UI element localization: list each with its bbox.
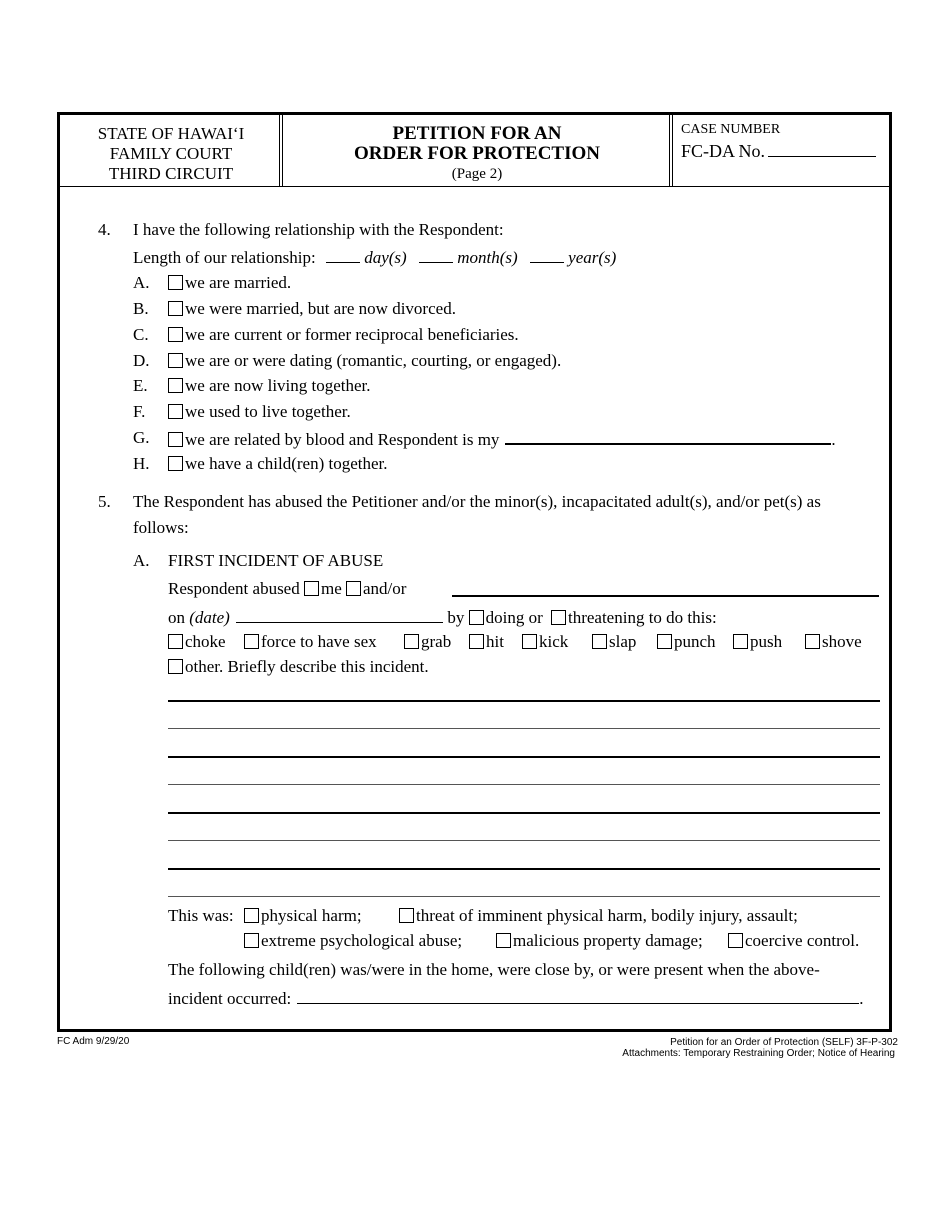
checkbox[interactable]: [733, 634, 748, 649]
checkbox[interactable]: [168, 404, 183, 419]
description-line[interactable]: [168, 728, 880, 729]
doing-label: doing or: [485, 608, 543, 627]
option-used-to-live: [168, 402, 351, 422]
relationship-length-row: [133, 247, 616, 268]
this-was-label: This was:: [168, 906, 234, 925]
harm-label: threat of imminent physical harm, bodily injury, assault;: [416, 906, 798, 925]
form-code: FC Adm 9/29/20: [57, 1036, 130, 1047]
abused-label: Respondent abused: [168, 579, 300, 598]
option-letter: C.: [133, 325, 149, 344]
length-label: Length of our relationship:: [133, 248, 316, 267]
checkbox[interactable]: [168, 378, 183, 393]
option-letter: G.: [133, 428, 150, 447]
checkbox[interactable]: [168, 659, 183, 674]
form-title-1: PETITION FOR AN: [392, 123, 562, 144]
months-field[interactable]: [419, 247, 453, 263]
description-line[interactable]: [168, 812, 880, 814]
option-label: we used to live together.: [185, 402, 351, 421]
option-divorced: [168, 299, 456, 319]
checkbox[interactable]: [168, 432, 183, 447]
checkbox[interactable]: [805, 634, 820, 649]
option-beneficiaries: [168, 325, 519, 345]
section-5-line2: follows:: [133, 518, 189, 537]
option-label: we are now living together.: [185, 376, 371, 395]
children-line1: The following child(ren) was/were in the home, were close by, or were present when the above-: [168, 960, 820, 979]
act-grab: [404, 632, 451, 652]
children-field[interactable]: [297, 988, 859, 1004]
act-label: slap: [609, 632, 637, 651]
harm-threat: [399, 906, 798, 926]
date-label: (date): [189, 608, 230, 627]
court-circuit: THIRD CIRCUIT: [108, 164, 234, 183]
act-other: [168, 657, 429, 677]
form-title-footer: Petition for an Order of Protection (SELF) 3F-P-302: [670, 1037, 898, 1048]
form-title-2: ORDER FOR PROTECTION: [354, 143, 600, 164]
harm-label: extreme psychological abuse;: [261, 931, 463, 950]
harm-label: malicious property damage;: [513, 931, 703, 950]
page-label: (Page 2): [451, 166, 503, 182]
act-label: grab: [421, 632, 452, 651]
section-5-number: 5.: [98, 492, 111, 511]
option-letter: D.: [133, 351, 150, 370]
description-line[interactable]: [168, 840, 880, 841]
checkbox[interactable]: [592, 634, 607, 649]
case-block: [672, 115, 892, 186]
act-label: choke: [185, 632, 226, 651]
description-line[interactable]: [168, 700, 880, 702]
checkbox[interactable]: [168, 301, 183, 316]
harm-property: [496, 931, 703, 951]
option-dating: [168, 351, 561, 371]
act-label: hit: [486, 632, 504, 651]
act-punch: [657, 632, 716, 652]
days-unit: day(s): [364, 248, 407, 267]
checkbox[interactable]: [728, 933, 743, 948]
threatening-checkbox[interactable]: [551, 610, 566, 625]
section-5-line1: The Respondent has abused the Petitioner and/or the minor(s), incapacitated adult(s), and/or pet(s) as: [133, 492, 821, 511]
on-label: on: [168, 608, 185, 627]
harm-label: coercive control.: [745, 931, 860, 950]
option-label: we are or were dating (romantic, courting, or engaged).: [185, 351, 562, 370]
years-unit: year(s): [568, 248, 617, 267]
harm-label: physical harm;: [261, 906, 362, 925]
attachments-footer: Attachments: Temporary Restraining Order; Notice of Hearing: [622, 1048, 895, 1059]
act-shove: [805, 632, 862, 652]
and-or-checkbox[interactable]: [346, 581, 361, 596]
act-hit: [469, 632, 504, 652]
option-label: we are related by blood and Respondent is my: [185, 430, 500, 449]
checkbox[interactable]: [168, 353, 183, 368]
harm-physical: [244, 906, 362, 926]
checkbox[interactable]: [496, 933, 511, 948]
abused-row: [168, 579, 406, 599]
checkbox[interactable]: [657, 634, 672, 649]
act-slap: [592, 632, 636, 652]
months-unit: month(s): [457, 248, 518, 267]
checkbox[interactable]: [522, 634, 537, 649]
and-or-label: and/or: [363, 579, 407, 598]
description-line[interactable]: [168, 784, 880, 785]
children-line2: incident occurred: .: [168, 989, 864, 1008]
harm-coercive: [728, 931, 859, 951]
act-choke: [168, 632, 226, 652]
checkbox[interactable]: [168, 634, 183, 649]
abused-others-field[interactable]: [452, 595, 879, 597]
act-label: shove: [822, 632, 862, 651]
act-label: other. Briefly describe this incident.: [185, 657, 429, 676]
years-field[interactable]: [530, 247, 564, 263]
checkbox[interactable]: [168, 275, 183, 290]
description-line[interactable]: [168, 868, 880, 870]
option-letter: F.: [133, 402, 146, 421]
option-letter: H.: [133, 454, 150, 473]
act-label: kick: [539, 632, 569, 651]
doing-checkbox[interactable]: [469, 610, 484, 625]
title-block: [282, 115, 672, 186]
court-name: FAMILY COURT: [109, 144, 233, 163]
option-child-together: [168, 454, 388, 474]
incident-heading: FIRST INCIDENT OF ABUSE: [168, 551, 384, 570]
act-label: force to have sex: [261, 632, 377, 651]
option-letter: E.: [133, 376, 148, 395]
threatening-label: threatening to do this:: [567, 608, 717, 627]
harm-psychological: [244, 931, 462, 951]
by-label: by: [447, 608, 465, 627]
court-state: STATE OF HAWAI‘I: [97, 124, 245, 143]
case-prefix: FC-DA No.: [681, 141, 766, 161]
case-number-field[interactable]: [768, 141, 876, 157]
description-line[interactable]: [168, 756, 880, 758]
option-label: we are married.: [185, 273, 292, 292]
case-number-label: CASE NUMBER: [681, 122, 781, 137]
checkbox[interactable]: [404, 634, 419, 649]
act-push: [733, 632, 782, 652]
option-letter: B.: [133, 299, 149, 318]
option-label: we are current or former reciprocal beneficiaries.: [185, 325, 519, 344]
option-letter: A.: [133, 273, 150, 292]
option-label: we have a child(ren) together.: [185, 454, 388, 473]
checkbox[interactable]: [168, 327, 183, 342]
days-field[interactable]: [326, 247, 360, 263]
me-checkbox[interactable]: [304, 581, 319, 596]
option-label: we were married, but are now divorced.: [185, 299, 456, 318]
section-4-intro: I have the following relationship with the Respondent:: [133, 220, 504, 239]
children-label: incident occurred:: [168, 989, 292, 1008]
checkbox[interactable]: [244, 908, 259, 923]
option-married: [168, 273, 291, 293]
act-label: push: [750, 632, 783, 651]
act-label: punch: [674, 632, 716, 651]
checkbox[interactable]: [168, 456, 183, 471]
description-line[interactable]: [168, 896, 880, 897]
checkbox[interactable]: [244, 634, 259, 649]
checkbox[interactable]: [469, 634, 484, 649]
date-row: [168, 607, 717, 628]
form-header: [57, 112, 892, 187]
act-kick: [522, 632, 568, 652]
checkbox[interactable]: [244, 933, 259, 948]
court-block: [60, 115, 282, 186]
option-related: we are related by blood and Respondent is my .: [168, 428, 836, 450]
section-4-number: 4.: [98, 220, 111, 239]
relation-field[interactable]: [505, 428, 831, 445]
checkbox[interactable]: [399, 908, 414, 923]
me-label: me: [320, 579, 342, 598]
act-force: [244, 632, 377, 652]
option-living-together: [168, 376, 371, 396]
incident-letter: A.: [133, 551, 150, 570]
date-field[interactable]: [236, 607, 443, 623]
